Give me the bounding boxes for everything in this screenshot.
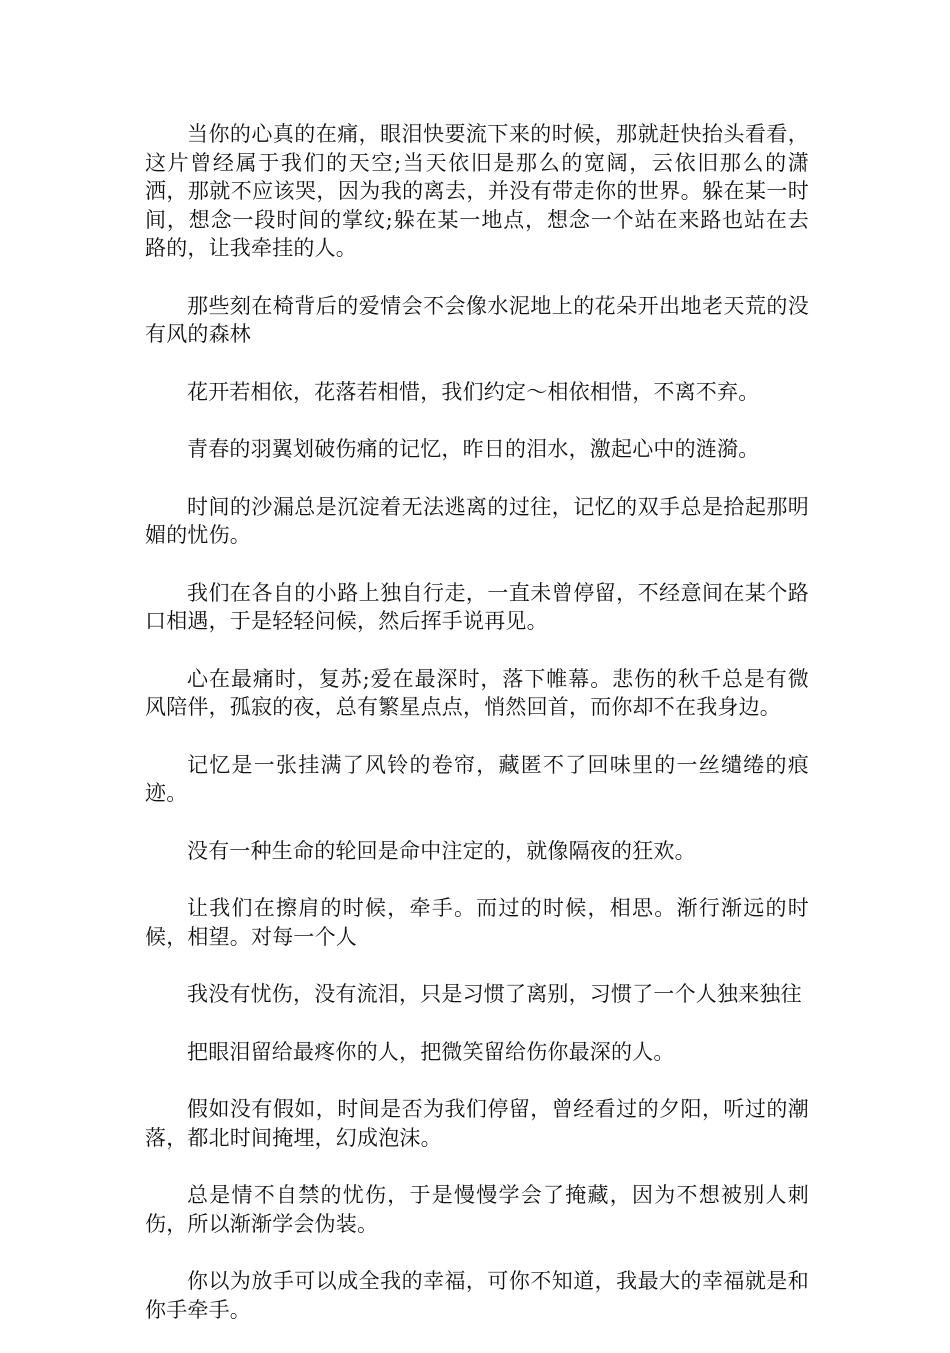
paragraph: 心在最痛时，复苏;爱在最深时，落下帷幕。悲伤的秋千总是有微风陪伴，孤寂的夜，总有繁星点点，悄然回首，而你却不在我身边。 xyxy=(145,666,809,719)
paragraph: 没有一种生命的轮回是命中注定的，就像隔夜的狂欢。 xyxy=(187,838,696,863)
paragraph: 青春的羽翼划破伤痛的记忆，昨日的泪水，激起心中的涟漪。 xyxy=(187,437,760,461)
document-body xyxy=(145,120,809,1353)
paragraph: 当你的心真的在痛，眼泪快要流下来的时候，那就赶快抬头看看，这片曾经属于我们的天空;当天依旧是那么的宽阔，云依旧那么的潇洒，那就不应该哭，因为我的离去，并没有带走你的世界。躲在某一时间，想念一段时间的掌纹;躲在某一地点，想念一个站在来路也站在去路的，让我牵挂的人。 xyxy=(145,122,809,260)
paragraph: 你以为放手可以成全我的幸福，可你不知道，我最大的幸福就是和你手牵手。 xyxy=(145,1269,809,1322)
paragraph: 我们在各自的小路上独自行走，一直未曾停留，不经意间在某个路口相遇，于是轻轻问候，然后挥手说再见。 xyxy=(145,580,809,633)
paragraph: 把眼泪留给最疼你的人，把微笑留给伤你最深的人。 xyxy=(187,1039,675,1064)
paragraph: 那些刻在椅背后的爱情会不会像水泥地上的花朵开出地老天荒的没有风的森林 xyxy=(145,293,809,346)
paragraph: 总是情不自禁的忧伤，于是慢慢学会了掩藏，因为不想被别人刺伤，所以渐渐学会伪装。 xyxy=(145,1183,809,1236)
paragraph: 我没有忧伤，没有流泪，只是习惯了离别，习惯了一个人独来独往 xyxy=(187,982,802,1006)
paragraph: 花开若相依，花落若相惜，我们约定～相依相惜，不离不弃。 xyxy=(187,379,760,404)
paragraph: 时间的沙漏总是沉淀着无法逃离的过往，记忆的双手总是拾起那明媚的忧伤。 xyxy=(145,494,809,547)
paragraph: 让我们在擦肩的时候，牵手。而过的时候，相思。渐行渐远的时候，相望。对每一个人 xyxy=(145,896,809,949)
paragraph: 假如没有假如，时间是否为我们停留，曾经看过的夕阳，听过的潮落，都北时间掩埋，幻成泡沫。 xyxy=(145,1097,809,1150)
paragraph: 记忆是一张挂满了风铃的卷帘，藏匿不了回味里的一丝缱绻的痕迹。 xyxy=(145,752,809,805)
